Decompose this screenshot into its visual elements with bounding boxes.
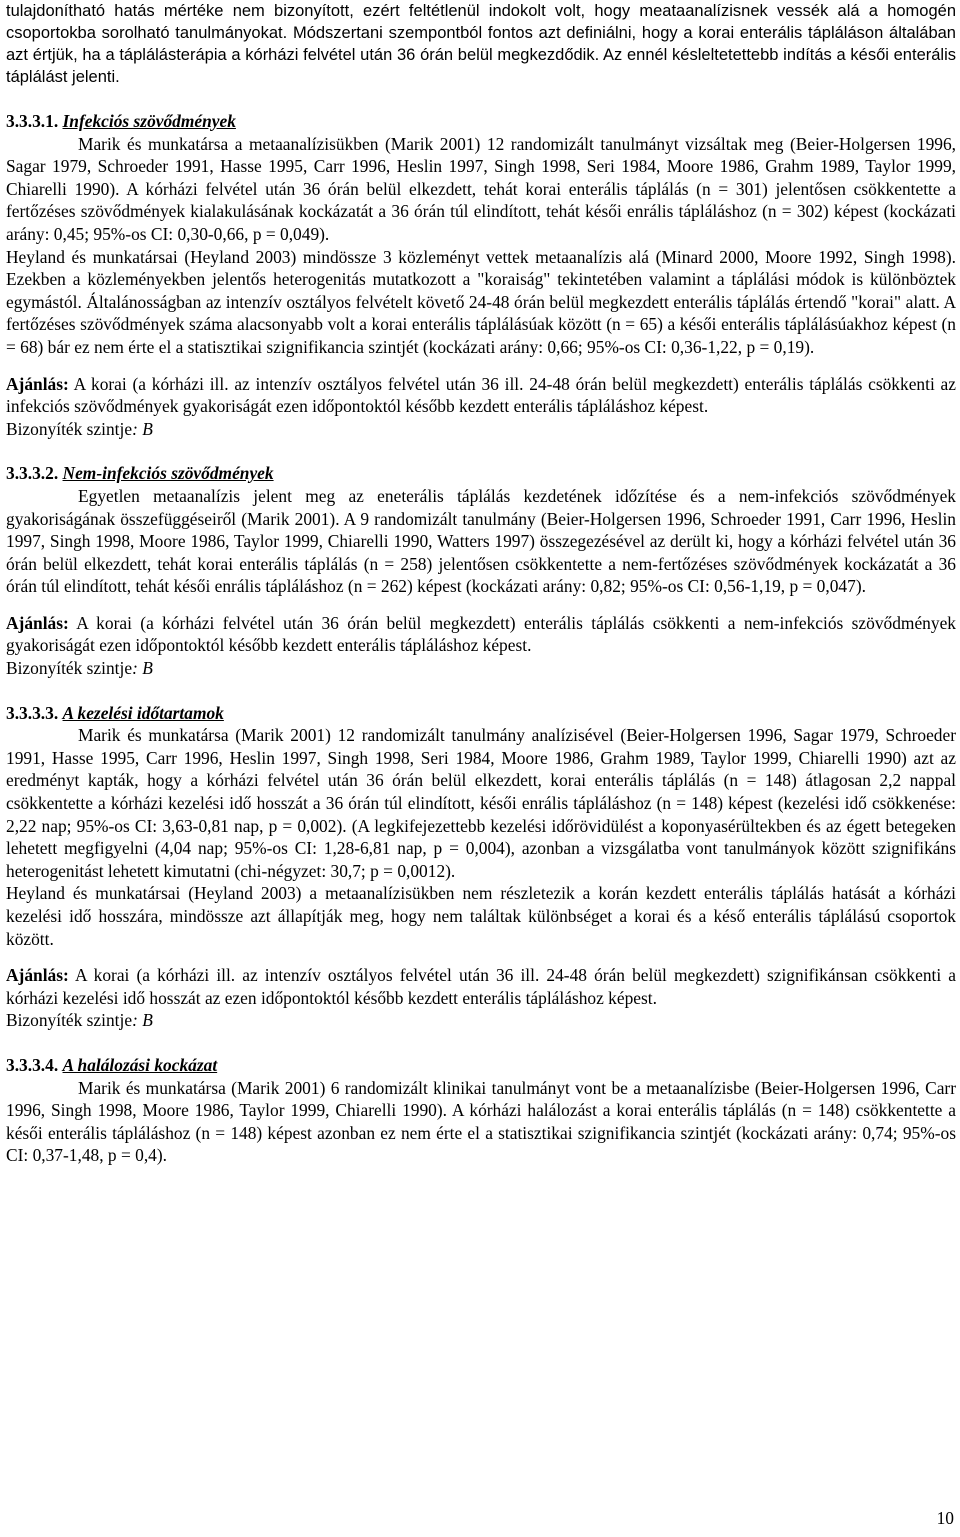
section-heading-infekcios (6, 110, 956, 133)
section-title: A kezelési időtartamok (62, 702, 224, 723)
recommendation (6, 373, 956, 418)
section-heading-halalozasi-kockazat (6, 1054, 956, 1077)
body-paragraph: Heyland és munkatársai (Heyland 2003) mindössze 3 közleményt vettek metaanalízis alá (Minard 2000, Moore 1992, Singh 1998). Ezekben a közleményekben jelentős heterogenitás mutatkozott a "koraiság" tekintetében valamint a táplálási módok is különböztek egymástól. Általánosságban az intenzív osztályos felvételt követő 24-48 órán belül megkezdett enterális táplálás értendő "korai" alatt. A fertőzéses szövődmények száma alacsonyabb volt a korai enterális táplálásúak között (n = 65) a késői enterális táplálásúakhoz képest (n = 68) bár ez nem érte el a statisztikai szignifikancia szintjét (kockázati arány: 0,66; 95%-os CI: 0,36-1,22, p = 0,19). (6, 246, 956, 357)
evidence-level: : B (132, 658, 153, 679)
body-paragraph: Heyland és munkatársai (Heyland 2003) a metaanalízisükben nem részletezik a korán kezdett enterális táplálás hatását a kórházi kezelési idő hosszára, mindössze azt állapítják meg, hogy nem találtak különbséget a korai és a késő enterális táplálású csoportok között. (6, 883, 956, 949)
section-number: 3.3.3.2. (6, 463, 59, 484)
evidence-line (6, 657, 956, 680)
evidence-label: Bizonyíték szintje (6, 658, 133, 679)
section-title: A halálozási kockázat (62, 1054, 218, 1075)
recommendation-text: A korai (a kórházi felvétel után 36 órán belül megkezdett) enterális táplálás csökkenti a nem-infekciós szövődmények gyakoriságát ezen időpontoktól később kezdett enterális tápláláshoz képest. (6, 612, 956, 656)
recommendation-label: Ajánlás: (6, 965, 69, 986)
recommendation-text: A korai (a kórházi ill. az intenzív osztályos felvétel után 36 ill. 24-48 órán belül megkezdett) szignifikánsan csökkenti a kórházi kezelési idő hosszát az ezen időpontoktól később kezdett enterális tápláláshoz képest. (6, 965, 956, 1008)
body-paragraph: Egyetlen metaanalízis jelent meg az eneterális táplálás kezdetének időzítése és a nem-infekciós szövődmények gyakoriságának összefüggéseiről (Marik 2001). A 9 randomizált tanulmány (Beier-Holgersen 1996, Schroeder 1991, Carr 1996, Heslin 1997, Singh 1998, Moore 1986, Taylor 1999, Chiarelli 1990, Watters 1997) összegezésével az derült ki, hogy a kórházi felvétel után 36 órán belül elkezdett, tehát korai enterális táplálás (n = 258) jelentősen csökkentette a nem-fertőzéses szövődmények kockázatát a 36 órán túl elindított, tehát késői enrális tápláláshoz (n = 262) képest (kockázati arány: 0,82; 95%-os CI: 0,56-1,19, p = 0,047). (6, 485, 956, 597)
body-paragraph: Marik és munkatársa (Marik 2001) 6 randomizált klinikai tanulmányt vont be a metaanalízisbe (Beier-Holgersen 1996, Carr 1996, Singh 1998, Moore 1986, Taylor 1999, Chiarelli 1990). A kórházi halálozást a korai enterális táplálás (n = 148) csökkentette a késői enterális tápláláshoz (n = 148) képest azonban ez nem érte el a statisztikai szignifikancia szintjét (kockázati arány: 0,74; 95%-os CI: 0,37-1,48, p = 0,4). (6, 1077, 956, 1166)
evidence-level: : B (132, 1010, 153, 1031)
recommendation (6, 612, 956, 657)
body-paragraph: Marik és munkatársa (Marik 2001) 12 randomizált tanulmány analízisével (Beier-Holgersen 1996, Sagar 1979, Schroeder 1991, Hasse 1995, Carr 1996, Heslin 1997, Singh 1998, Seri 1984, Moore 1986, Grahm 1989, Taylor 1999, Chiarelli 1990) azt az eredményt kapták, hogy a kórházi felvétel után 36 órán belül elkezdett, korai enterális táplálás (n = 148) átlagosan 2,2 nappal csökkentette a kórházi kezelési idő hosszát a 36 órán túl elindított, késői enrális tápláláshoz (n = 148) képest (kezelési idő csökkenése: 2,22 nap; 95%-os CI: 3,63-0,81 nap, p = 0,002). (A legkifejezettebb kezelési időrövidülést a koponyasérültekben és az égett betegeken lehetett megfigyelni (4,04 nap; 95%-os CI: 1,28-6,81 nap, p = 0,004), azonban a vizsgálatba vont tanulmányok között szignifikáns heterogenitást lehetett kimutatni (chi-négyzet: 30,7; p = 0,0012). (6, 725, 956, 881)
section-title: Infekciós szövődmények (62, 111, 236, 131)
section-number: 3.3.3.1. (6, 111, 59, 131)
evidence-line (6, 418, 956, 441)
section-title: Nem-infekciós szövődmények (62, 463, 274, 484)
recommendation (6, 964, 956, 1009)
body-paragraph: Marik és munkatársa a metaanalízisükben (Marik 2001) 12 randomizált tanulmányt vizsáltak meg (Beier-Holgersen 1996, Sagar 1979, Schroeder 1991, Hasse 1995, Carr 1996, Heslin 1997, Singh 1998, Seri 1984, Moore 1986, Grahm 1989, Taylor 1999, Chiarelli 1990). A kórházi felvétel után 36 órán belül elkezdett, tehát korai enterális táplálás (n = 301) jelentősen csökkentette a fertőzéses szövődmények kialakulásának kockázatát a 36 órán túl elindított, tehát késői enrális tápláláshoz (n = 302) képest (kockázati arány: 0,45; 95%-os CI: 0,30-0,66, p = 0,049). (6, 133, 956, 244)
evidence-label: Bizonyíték szintje (6, 1010, 133, 1031)
document-page (6, 0, 956, 1167)
section-number: 3.3.3.4. (6, 1054, 59, 1075)
section-heading-kezelesi-idotartamok (6, 702, 956, 725)
recommendation-text: A korai (a kórházi ill. az intenzív osztályos felvétel után 36 ill. 24-48 órán belül megkezdett) enterális táplálás csökkenti az infekciós szövődmények gyakoriságát ezen időpontoktól később kezdett enterális tápláláshoz képest. (6, 373, 956, 417)
evidence-label: Bizonyíték szintje (6, 418, 133, 439)
recommendation-label: Ajánlás: (6, 612, 69, 633)
evidence-level: : B (132, 418, 153, 439)
page-number: 10 (936, 1508, 954, 1528)
intro-paragraph: tulajdonítható hatás mértéke nem bizonyított, ezért feltétlenül indokolt volt, hogy meataanalízisnek vessék alá a homogén csoportokba sorolható tanulmányokat. Módszertani szempontból fontos azt definiálni, hogy a korai enterális tápláláson általában azt értjük, ha a táplálásterápia a kórházi felvétel után 36 órán belül megkezdődik. Az ennél késleltetettebb indítás a késői enterális táplálást jelenti. (6, 2, 956, 86)
recommendation-label: Ajánlás: (6, 373, 69, 394)
section-number: 3.3.3.3. (6, 702, 59, 723)
section-heading-nem-infekcios (6, 462, 956, 485)
evidence-line (6, 1009, 956, 1032)
